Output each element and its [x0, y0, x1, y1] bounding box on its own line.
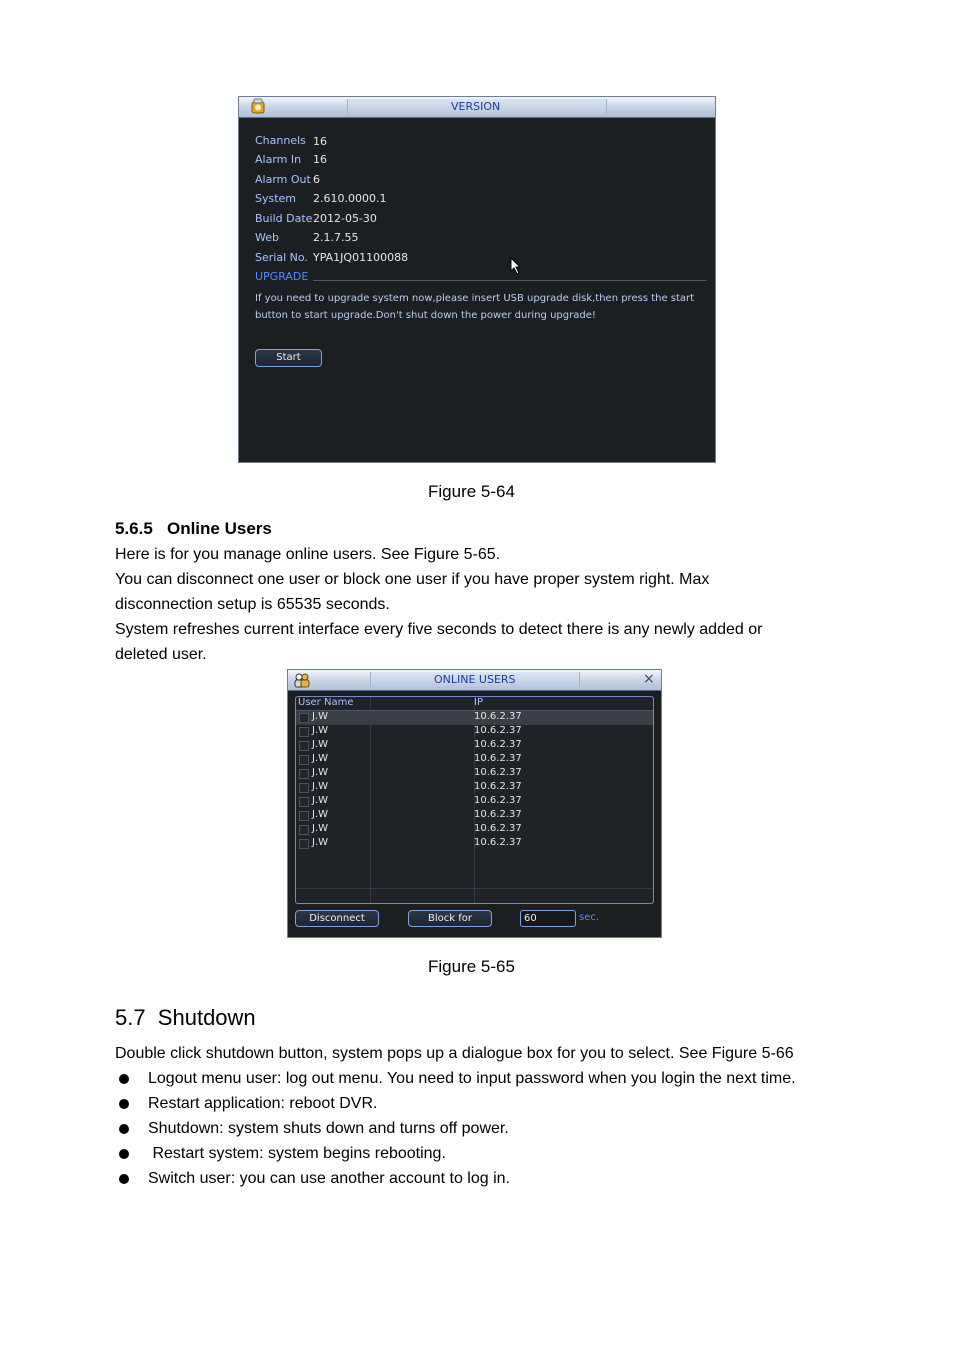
close-icon[interactable]: ×: [643, 671, 655, 687]
system-info-icon: [249, 98, 267, 116]
row-checkbox[interactable]: [299, 811, 309, 821]
disconnect-button[interactable]: Disconnect: [295, 910, 379, 927]
row-user-name: J.W: [312, 781, 329, 792]
online-users-table: [295, 696, 654, 904]
row-ip: 10.6.2.37: [474, 837, 522, 848]
block-seconds-input[interactable]: 60: [520, 910, 576, 927]
bullet-marker: [119, 1174, 129, 1184]
serial-no-label: Serial No.: [255, 251, 308, 264]
row-ip: 10.6.2.37: [474, 781, 522, 792]
channels-value: 16: [313, 135, 327, 148]
online-users-dialog: [287, 669, 662, 938]
bullet-restart-system: Restart system: system begins rebooting.: [148, 1145, 446, 1162]
row-ip: 10.6.2.37: [474, 711, 522, 722]
row-user-name: J.W: [312, 823, 329, 834]
table-footer-divider: [296, 888, 653, 889]
block-for-button[interactable]: Block for: [408, 910, 492, 927]
row-checkbox[interactable]: [299, 741, 309, 751]
upgrade-section-label: UPGRADE: [255, 270, 309, 283]
bullet-switch-user: Switch user: you can use another account to log in.: [148, 1170, 510, 1187]
table-row[interactable]: [296, 837, 653, 851]
table-row[interactable]: [296, 725, 653, 739]
column-user-name: User Name: [298, 697, 354, 708]
row-checkbox[interactable]: [299, 727, 309, 737]
section-565-line-3: disconnection setup is 65535 seconds.: [115, 596, 390, 613]
table-row[interactable]: [296, 753, 653, 767]
table-row[interactable]: [296, 809, 653, 823]
web-label: Web: [255, 231, 279, 244]
row-ip: 10.6.2.37: [474, 725, 522, 736]
system-value: 2.610.0000.1: [313, 192, 387, 205]
table-header: [296, 697, 653, 711]
version-titlebar: [239, 97, 715, 118]
figure-65-caption: Figure 5-65: [428, 957, 515, 976]
version-dialog: [238, 96, 716, 463]
section-565-line-1: Here is for you manage online users. See Figure 5-65.: [115, 546, 501, 563]
table-row[interactable]: [296, 823, 653, 837]
row-checkbox[interactable]: [299, 839, 309, 849]
section-57-heading: 5.7 Shutdown: [115, 1005, 256, 1030]
bullet-marker: [119, 1099, 129, 1109]
online-users-title: ONLINE USERS: [434, 673, 516, 686]
row-ip: 10.6.2.37: [474, 753, 522, 764]
alarm-in-value: 16: [313, 153, 327, 166]
upgrade-message-line2: button to start upgrade.Don't shut down the power during upgrade!: [255, 310, 596, 321]
alarm-out-value: 6: [313, 173, 320, 186]
table-row[interactable]: [296, 795, 653, 809]
row-ip: 10.6.2.37: [474, 823, 522, 834]
row-user-name: J.W: [312, 739, 329, 750]
section-565-line-2: You can disconnect one user or block one user if you have proper system right. Max: [115, 571, 710, 588]
seconds-unit-label: sec.: [579, 912, 600, 923]
serial-no-value: YPA1JQ01100088: [313, 251, 409, 264]
figure-64-caption: Figure 5-64: [428, 482, 515, 501]
section-565-heading: 5.6.5 Online Users: [115, 519, 272, 538]
row-ip: 10.6.2.37: [474, 795, 522, 806]
online-users-titlebar: [288, 670, 661, 691]
table-row[interactable]: [296, 739, 653, 753]
row-checkbox[interactable]: [299, 769, 309, 779]
version-title: VERSION: [451, 100, 501, 113]
start-upgrade-button[interactable]: Start: [255, 349, 322, 367]
row-checkbox[interactable]: [299, 713, 309, 723]
table-row[interactable]: [296, 781, 653, 795]
row-ip: 10.6.2.37: [474, 767, 522, 778]
table-row[interactable]: [296, 711, 653, 725]
bullet-marker: [119, 1149, 129, 1159]
alarm-out-label: Alarm Out: [255, 173, 311, 186]
row-checkbox[interactable]: [299, 797, 309, 807]
mouse-cursor-icon: [510, 257, 522, 275]
row-ip: 10.6.2.37: [474, 809, 522, 820]
build-date-label: Build Date: [255, 212, 313, 225]
row-checkbox[interactable]: [299, 825, 309, 835]
section-565-line-4: System refreshes current interface every five seconds to detect there is any newly added or: [115, 621, 763, 638]
row-user-name: J.W: [312, 795, 329, 806]
section-565-line-5: deleted user.: [115, 646, 207, 663]
users-icon: [293, 671, 311, 689]
bullet-logout-menu-user: Logout menu user: log out menu. You need to input password when you login the next time.: [148, 1070, 796, 1087]
table-row[interactable]: [296, 767, 653, 781]
row-checkbox[interactable]: [299, 783, 309, 793]
row-user-name: J.W: [312, 809, 329, 820]
upgrade-divider: [313, 280, 707, 281]
bullet-restart-application: Restart application: reboot DVR.: [148, 1095, 378, 1112]
table-body: [296, 711, 653, 851]
row-user-name: J.W: [312, 725, 329, 736]
row-ip: 10.6.2.37: [474, 739, 522, 750]
bullet-marker: [119, 1074, 129, 1084]
row-user-name: J.W: [312, 753, 329, 764]
channels-label: Channels: [255, 134, 306, 147]
section-57-intro: Double click shutdown button, system pops up a dialogue box for you to select. See Figure 5-66: [115, 1045, 794, 1062]
system-label: System: [255, 192, 297, 205]
row-checkbox[interactable]: [299, 755, 309, 765]
bullet-marker: [119, 1124, 129, 1134]
bullet-shutdown: Shutdown: system shuts down and turns off power.: [148, 1120, 509, 1137]
row-user-name: J.W: [312, 767, 329, 778]
build-date-value: 2012-05-30: [313, 212, 377, 225]
row-user-name: J.W: [312, 711, 329, 722]
web-value: 2.1.7.55: [313, 231, 359, 244]
column-ip: IP: [474, 697, 483, 708]
upgrade-message-line1: If you need to upgrade system now,please insert USB upgrade disk,then press the start: [255, 293, 695, 304]
alarm-in-label: Alarm In: [255, 153, 302, 166]
row-user-name: J.W: [312, 837, 329, 848]
